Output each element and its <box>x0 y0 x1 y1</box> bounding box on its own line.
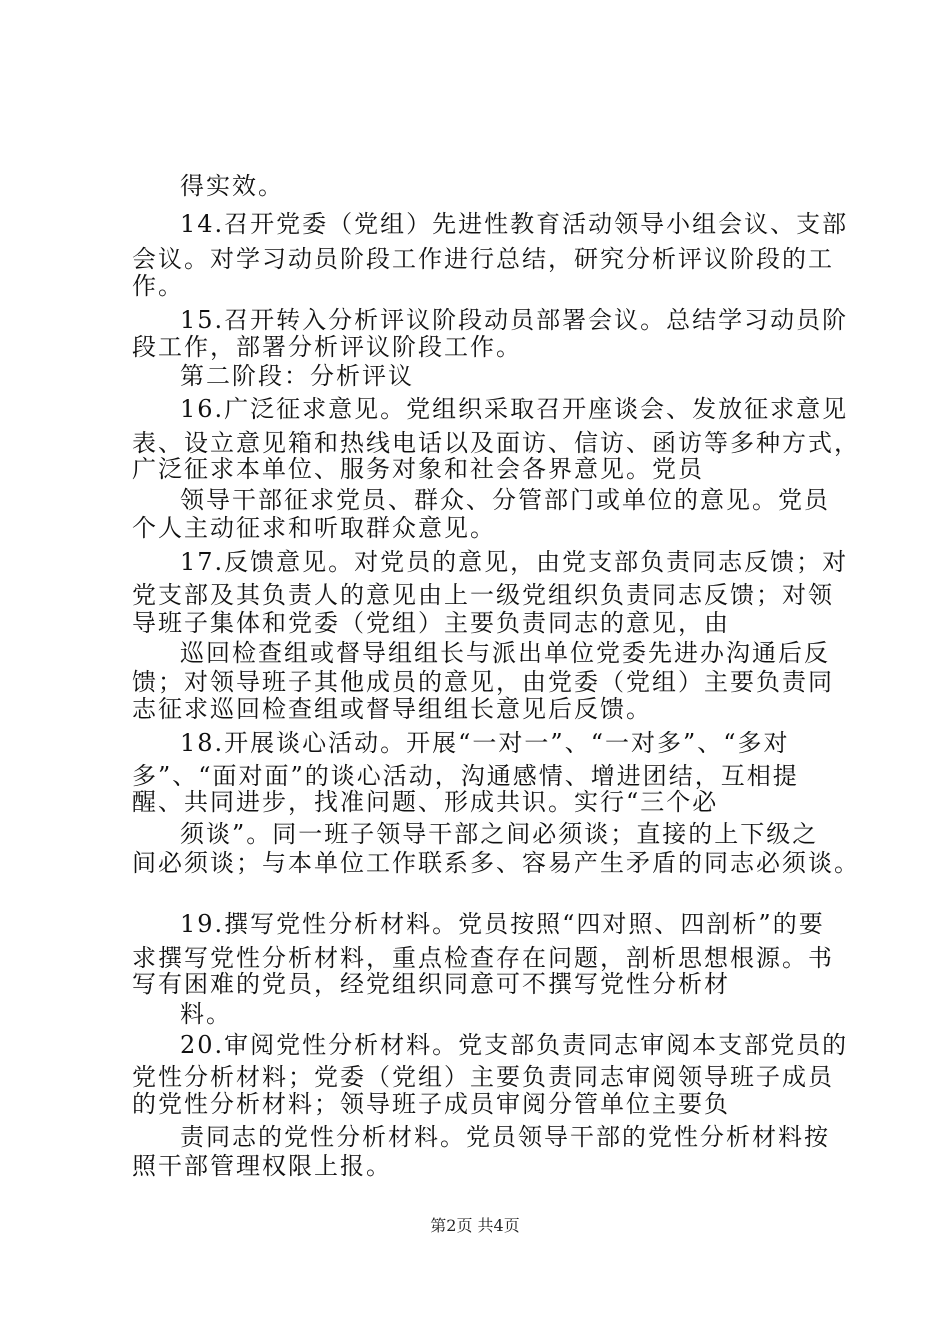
text-line: 党支部及其负责人的意见由上一级党组织负责同志反馈；对领 <box>132 581 834 609</box>
text-line: 17.反馈意见。对党员的意见，由党支部负责同志反馈；对 <box>180 548 849 576</box>
text-line: 馈；对领导班子其他成员的意见，由党委（党组）主要负责同 <box>132 668 834 696</box>
text-line: 表、设立意见箱和热线电话以及面访、信访、函访等多种方式， <box>132 429 860 457</box>
text-line: 醒、共同进步，找准问题、形成共识。实行“三个必 <box>132 788 719 816</box>
text-line: 巡回检查组或督导组组长与派出单位党委先进办沟通后反 <box>180 639 830 667</box>
page-footer: 第2页 共4页 <box>430 1216 520 1235</box>
text-line: 多”、“面对面”的谈心活动，沟通感情、增进团结，互相提 <box>132 762 799 790</box>
text-line: 15.召开转入分析评议阶段动员部署会议。总结学习动员阶 <box>180 306 849 334</box>
text-line: 作。 <box>132 272 184 300</box>
text-line: 导班子集体和党委（党组）主要负责同志的意见，由 <box>132 609 730 637</box>
text-line: 的党性分析材料；领导班子成员审阅分管单位主要负 <box>132 1090 730 1118</box>
text-line: 个人主动征求和听取群众意见。 <box>132 514 496 542</box>
section-heading: 第二阶段：分析评议 <box>180 362 414 390</box>
text-line: 料。 <box>180 1000 232 1028</box>
text-line: 得实效。 <box>180 172 284 200</box>
text-line: 14.召开党委（党组）先进性教育活动领导小组会议、支部 <box>180 210 849 238</box>
text-line: 照干部管理权限上报。 <box>132 1152 392 1180</box>
text-line: 20.审阅党性分析材料。党支部负责同志审阅本支部党员的 <box>180 1031 849 1059</box>
text-line: 责同志的党性分析材料。党员领导干部的党性分析材料按 <box>180 1123 830 1151</box>
text-line: 16.广泛征求意见。党组织采取召开座谈会、发放征求意见 <box>180 395 849 423</box>
text-line: 求撰写党性分析材料，重点检查存在问题，剖析思想根源。书 <box>132 944 834 972</box>
text-line: 写有困难的党员，经党组织同意可不撰写党性分析材 <box>132 970 730 998</box>
text-line: 19.撰写党性分析材料。党员按照“四对照、四剖析”的要 <box>180 910 825 938</box>
text-line: 广泛征求本单位、服务对象和社会各界意见。党员 <box>132 455 704 483</box>
text-line: 段工作，部署分析评议阶段工作。 <box>132 333 522 361</box>
text-line: 党性分析材料；党委（党组）主要负责同志审阅领导班子成员 <box>132 1063 834 1091</box>
text-line: 18.开展谈心活动。开展“一对一”、“一对多”、“多对 <box>180 729 790 757</box>
text-line: 会议。对学习动员阶段工作进行总结，研究分析评议阶段的工 <box>132 245 834 273</box>
text-line: 志征求巡回检查组或督导组组长意见后反馈。 <box>132 695 652 723</box>
text-line: 须谈”。同一班子领导干部之间必须谈；直接的上下级之 <box>180 820 819 848</box>
text-line: 领导干部征求党员、群众、分管部门或单位的意见。党员 <box>180 486 830 514</box>
text-line: 间必须谈；与本单位工作联系多、容易产生矛盾的同志必须谈。 <box>132 849 860 877</box>
